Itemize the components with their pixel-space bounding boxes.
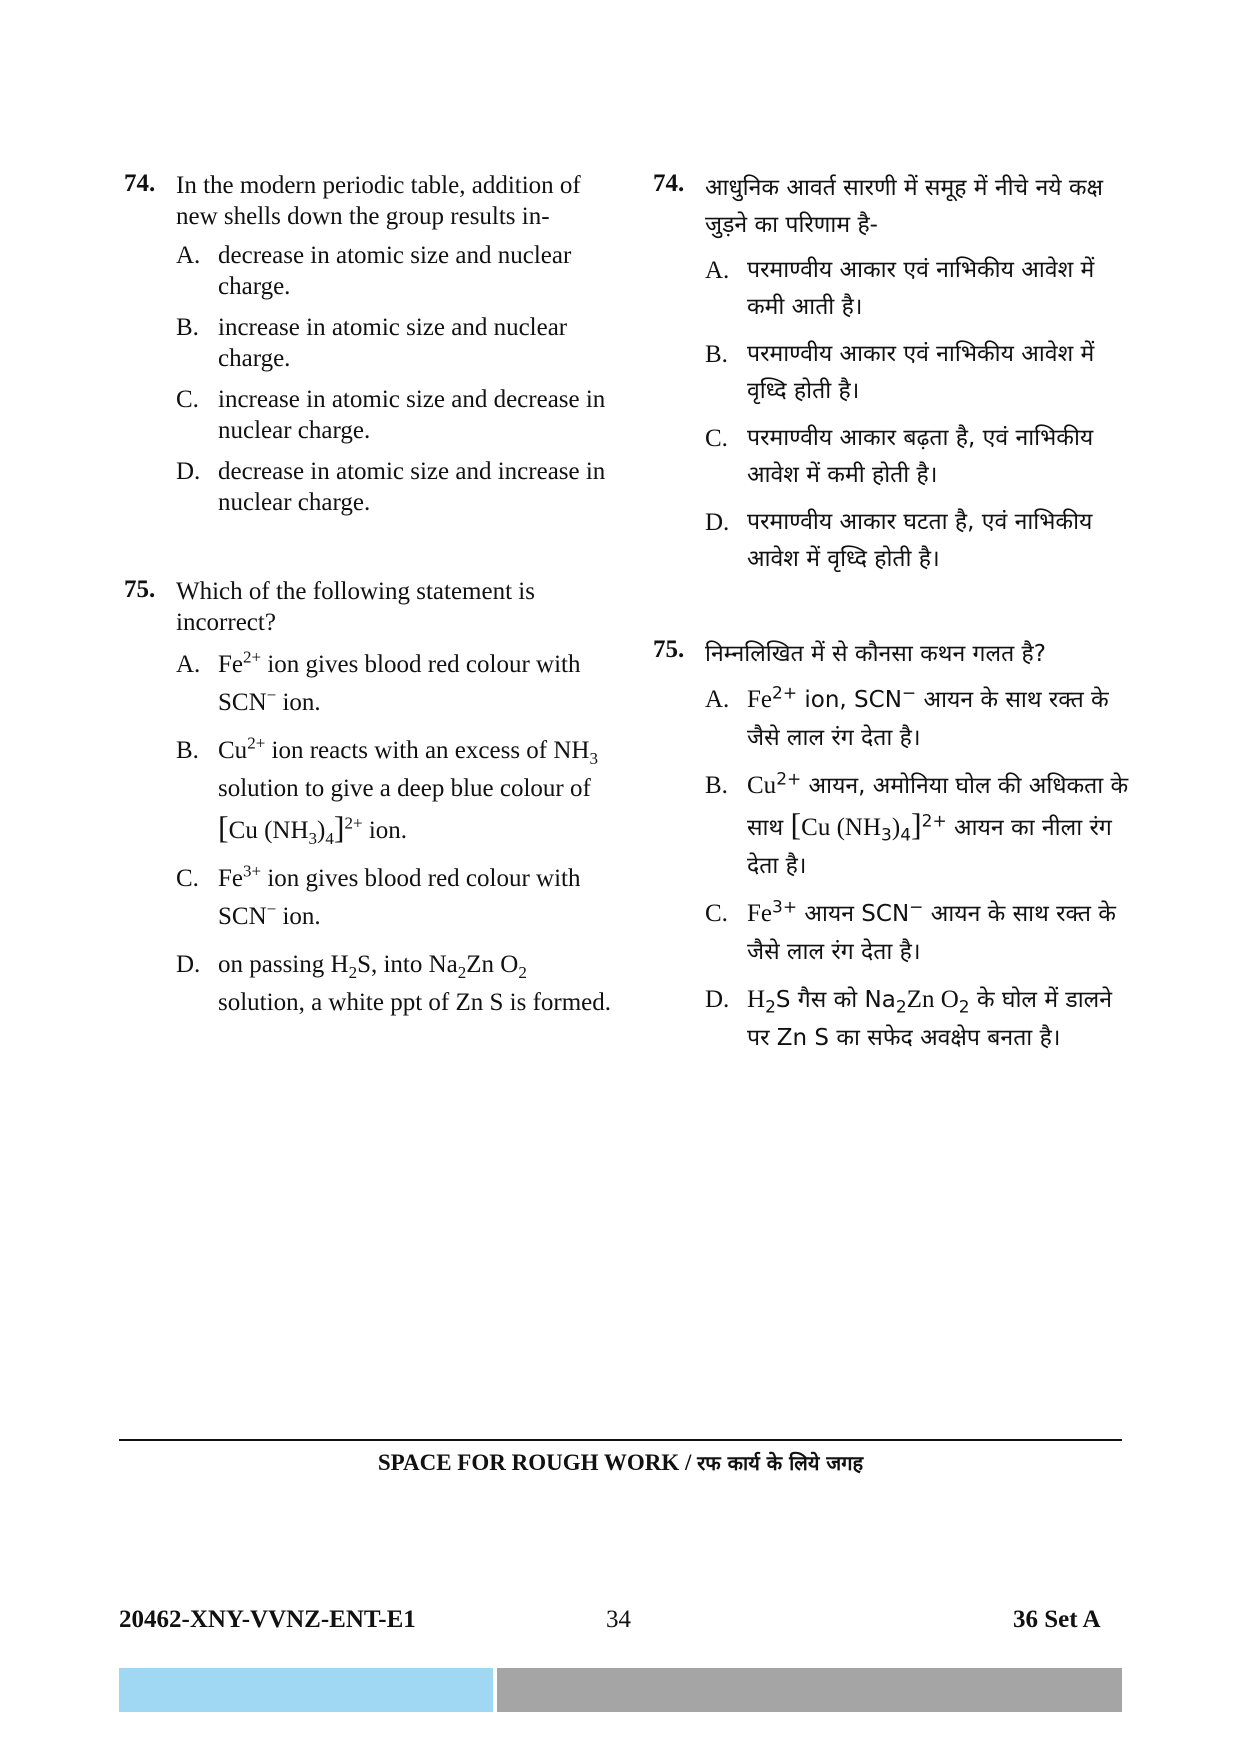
subscript: 3 xyxy=(589,749,598,768)
complex-formula: Cu (NH xyxy=(228,817,309,844)
option-letter: D. xyxy=(705,509,730,536)
option-letter: C. xyxy=(705,900,728,927)
option-text: Zn O xyxy=(906,986,959,1013)
option-text: ion gives blood red colour with SCN xyxy=(218,865,581,930)
option-a xyxy=(176,240,614,302)
question-number: 75. xyxy=(653,636,685,663)
option-b xyxy=(176,732,614,850)
option-a xyxy=(705,252,1133,326)
subscript: 2 xyxy=(457,963,467,982)
option-letter: D. xyxy=(176,458,201,485)
option-text: परमाण्वीय आकार घटता है, एवं नाभिकीय आवेश में वृध्दि होती है। xyxy=(747,509,1093,572)
question-74-en xyxy=(124,170,614,518)
option-text: solution to give a deep blue colour of xyxy=(218,775,591,802)
ion-charge: 2+ xyxy=(247,733,266,753)
option-text: परमाण्वीय आकार एवं नाभिकीय आवेश में कमी आती है। xyxy=(747,257,1095,320)
option-text: decrease in atomic size and nuclear charge. xyxy=(218,242,572,300)
right-bracket: ] xyxy=(333,809,345,845)
option-a xyxy=(176,646,614,722)
footer-bar-grey xyxy=(497,1668,1122,1712)
option-c xyxy=(176,384,614,446)
option-text: ion, SCN xyxy=(797,687,902,713)
question-number: 74. xyxy=(653,170,685,197)
rough-work-label xyxy=(119,1449,1122,1476)
option-letter: A. xyxy=(176,242,201,269)
question-number: 74. xyxy=(124,170,156,197)
option-text: S, into Na xyxy=(357,951,458,978)
subscript: 3 xyxy=(881,825,892,846)
ion-charge: 2+ xyxy=(344,813,363,833)
option-text: decrease in atomic size and increase in nuclear charge. xyxy=(218,458,606,516)
option-text: ion. xyxy=(276,689,321,716)
page-number: 34 xyxy=(606,1606,631,1633)
question-75-en xyxy=(124,576,614,1022)
ion-charge: − xyxy=(901,683,917,704)
option-letter: B. xyxy=(176,314,199,341)
ion-formula: Cu xyxy=(747,772,777,799)
option-b xyxy=(705,767,1133,885)
option-letter: A. xyxy=(705,686,730,713)
option-text: के घोल में डालने पर Zn S का सफेद अवक्षेप बनता है। xyxy=(747,987,1113,1051)
question-text: In the modern periodic table, addition of new shells down the group results in- xyxy=(176,172,581,230)
paper-code: 20462-XNY-VVNZ-ENT-E1 xyxy=(119,1606,416,1633)
ion-charge: − xyxy=(266,685,277,705)
subscript: 3 xyxy=(308,829,318,848)
option-text: ion. xyxy=(276,903,321,930)
option-letter: C. xyxy=(705,425,728,452)
right-bracket: ] xyxy=(911,806,922,842)
option-letter: C. xyxy=(176,386,199,413)
subscript: 2 xyxy=(895,997,907,1018)
option-text: ion gives blood red colour with SCN xyxy=(218,651,581,716)
ion-charge: 3+ xyxy=(772,897,798,918)
option-text: आयन SCN xyxy=(797,901,910,927)
option-text: H xyxy=(747,986,766,1013)
option-text: ion. xyxy=(362,817,408,844)
subscript: 2 xyxy=(958,997,970,1018)
option-text: increase in atomic size and nuclear charge. xyxy=(218,314,568,372)
english-column xyxy=(124,170,614,1032)
set-label: 36 Set A xyxy=(1013,1606,1101,1633)
ion-charge: 2+ xyxy=(776,769,802,790)
option-letter: D. xyxy=(705,986,730,1013)
ion-charge: 2+ xyxy=(243,647,262,667)
option-letter: A. xyxy=(176,651,201,678)
option-text: S गैस को Na xyxy=(775,987,896,1013)
question-text: निम्नलिखित में से कौनसा कथन गलत है? xyxy=(705,641,1046,667)
left-bracket: [ xyxy=(218,809,229,845)
option-letter: B. xyxy=(705,341,728,368)
option-text: solution, a white ppt of Zn S is formed. xyxy=(218,989,612,1016)
hindi-column xyxy=(653,170,1133,1067)
option-letter: A. xyxy=(705,257,730,284)
question-75-hi xyxy=(653,636,1133,1057)
subscript: 4 xyxy=(325,829,334,848)
complex-formula: Cu (NH xyxy=(801,814,882,841)
option-b xyxy=(705,336,1133,410)
option-letter: B. xyxy=(176,737,199,764)
ion-charge: − xyxy=(909,897,924,918)
ion-formula: Fe xyxy=(218,865,243,892)
option-d xyxy=(176,456,614,518)
ion-charge: 2+ xyxy=(921,811,947,832)
option-c xyxy=(705,420,1133,494)
ion-formula: Fe xyxy=(747,686,772,713)
ion-formula: Fe xyxy=(747,900,772,927)
option-d xyxy=(176,946,614,1022)
option-letter: B. xyxy=(705,772,728,799)
option-c xyxy=(705,895,1133,971)
option-b xyxy=(176,312,614,374)
rough-work-hi: रफ कार्य के लिये जगह xyxy=(697,1451,864,1475)
option-text: आयन के साथ रक्त के जैसे लाल रंग देता है। xyxy=(747,901,1116,965)
option-text: आयन, अमोनिया घोल की अधिकता के साथ xyxy=(747,773,1129,841)
subscript: 2 xyxy=(765,997,776,1018)
ion-formula: Cu xyxy=(218,737,248,764)
option-c xyxy=(176,860,614,936)
option-text: increase in atomic size and decrease in nuclear charge. xyxy=(218,386,606,444)
option-d xyxy=(705,504,1133,578)
option-text: आयन के साथ रक्त के जैसे लाल रंग देता है। xyxy=(747,687,1109,751)
rough-work-divider xyxy=(119,1439,1122,1441)
subscript: 4 xyxy=(900,825,912,846)
option-text: परमाण्वीय आकार एवं नाभिकीय आवेश में वृध्दि होती है। xyxy=(747,341,1095,404)
subscript: 2 xyxy=(518,963,527,982)
question-74-hi xyxy=(653,170,1133,578)
option-letter: D. xyxy=(176,951,201,978)
ion-charge: 3+ xyxy=(243,861,262,881)
complex-formula: ) xyxy=(317,817,326,844)
option-text: ion reacts with an excess of NH xyxy=(265,737,590,764)
ion-formula: Fe xyxy=(218,651,243,678)
ion-charge: − xyxy=(266,899,277,919)
option-text: परमाण्वीय आकार बढ़ता है, एवं नाभिकीय आवेश में कमी होती है। xyxy=(747,425,1094,488)
option-letter: C. xyxy=(176,865,199,892)
option-text: आयन का नीला रंग देता है। xyxy=(747,815,1112,879)
option-a xyxy=(705,681,1133,757)
option-text: Zn O xyxy=(466,951,519,978)
question-text: Which of the following statement is incorrect? xyxy=(176,578,535,636)
question-text: आधुनिक आवर्त सारणी में समूह में नीचे नये कक्ष जुड़ने का परिणाम है- xyxy=(705,175,1104,238)
ion-charge: 2+ xyxy=(772,683,798,704)
subscript: 2 xyxy=(348,963,358,982)
complex-formula: ) xyxy=(891,814,901,841)
footer-bar-blue xyxy=(119,1668,493,1712)
option-d xyxy=(705,981,1133,1057)
question-number: 75. xyxy=(124,576,156,603)
option-text: on passing H xyxy=(218,951,349,978)
left-bracket: [ xyxy=(790,806,802,842)
rough-work-en: SPACE FOR ROUGH WORK / xyxy=(377,1450,698,1475)
